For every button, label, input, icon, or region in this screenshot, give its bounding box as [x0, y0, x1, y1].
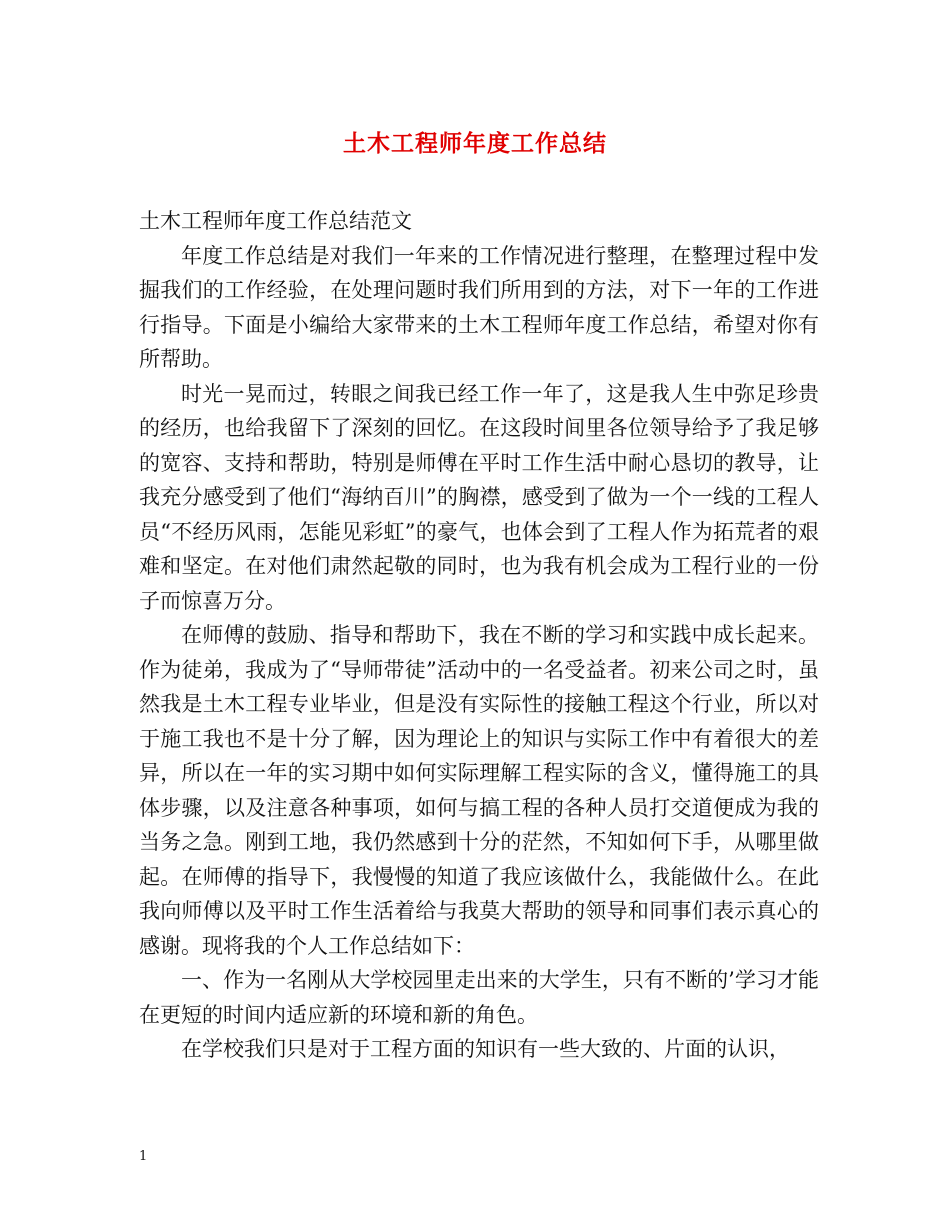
document-body: [139, 204, 819, 1067]
page-number: 1: [139, 1149, 148, 1164]
paragraph-school: 在学校我们只是对于工程方面的知识有一些大致的、片面的认识，: [181, 1037, 790, 1061]
paragraph-section-one: 一、作为一名刚从大学校园里走出来的大学生，只有不断的’学习才能在更短的时间内适应新的环境和新的角色。: [139, 968, 819, 1027]
document-title: 土木工程师年度工作总结: [343, 131, 607, 157]
paragraph-reflection: 时光一晃而过，转眼之间我已经工作一年了，这是我人生中弥足珍贵的经历，也给我留下了深刻的回忆。在这段时间里各位领导给予了我足够的宽容、支持和帮助，特别是师傅在平时工作生活中耐心恳切的教导，让我充分感受到了他们“海纳百川”的胸襟，感受到了做为一个一线的工程人员“不经历风雨，怎能见彩虹”的豪气，也体会到了工程人作为拓荒者的艰难和坚定。在对他们肃然起敬的同时，也为我有机会成为工程行业的一份子而惊喜万分。: [139, 381, 819, 613]
document-subtitle: 土木工程师年度工作总结范文: [139, 209, 412, 233]
paragraph-mentorship: 在师傅的鼓励、指导和帮助下，我在不断的学习和实践中成长起来。作为徒弟，我成为了“导师带徒”活动中的一名受益者。初来公司之时，虽然我是土木工程专业毕业，但是没有实际性的接触工程这个行业，所以对于施工我也不是十分了解，因为理论上的知识与实际工作中有着很大的差异，所以在一年的实习期中如何实际理解工程实际的含义，懂得施工的具体步骤，以及注意各种事项，如何与搞工程的各种人员打交道便成为我的当务之急。刚到工地，我仍然感到十分的茫然，不知如何下手，从哪里做起。在师傅的指导下，我慢慢的知道了我应该做什么，我能做什么。在此我向师傅以及平时工作生活着给与我莫大帮助的领导和同事们表示真心的感谢。现将我的个人工作总结如下：: [139, 623, 819, 958]
paragraph-intro: 年度工作总结是对我们一年来的工作情况进行整理，在整理过程中发掘我们的工作经验，在处理问题时我们所用到的方法，对下一年的工作进行指导。下面是小编给大家带来的土木工程师年度工作总结，希望对你有所帮助。: [139, 243, 819, 371]
